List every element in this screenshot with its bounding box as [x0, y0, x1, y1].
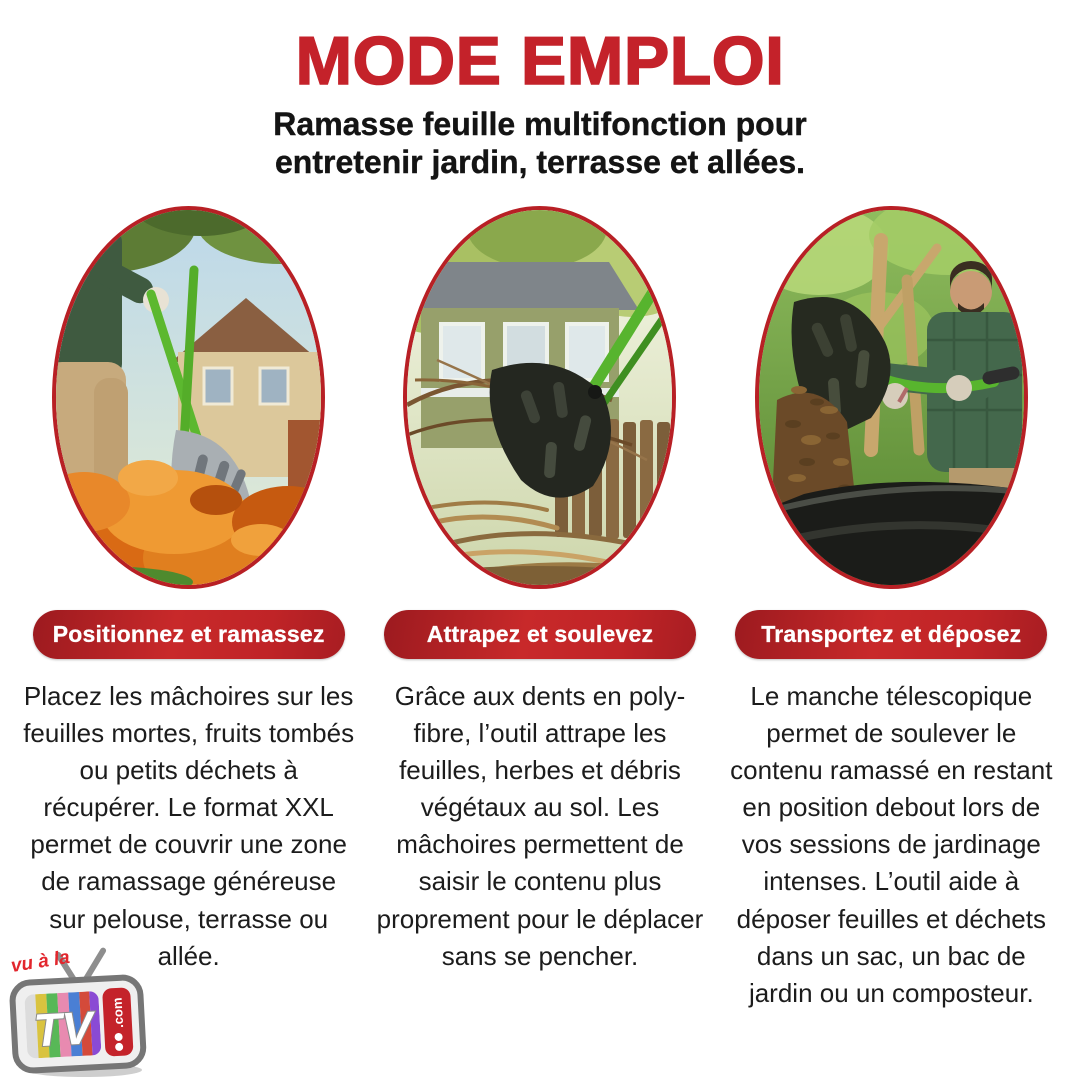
step-1-description: Placez les mâchoires sur les feuilles mortes, fruits tombés ou petits déchets à récupérer. Le format XXL permet de couvrir une zone de ramassage généreuse sur pelouse, terrasse ou allée.: [23, 680, 355, 971]
header: [0, 0, 1080, 182]
step-3-label: Transportez et déposez: [761, 620, 1022, 647]
tv-icon: [4, 946, 156, 1078]
step-2-label: Attrapez et soulevez: [426, 620, 654, 647]
step-3-badge: [735, 610, 1047, 659]
wheelbarrow-scene-illustration: [759, 210, 1024, 585]
step-3-column: [717, 206, 1066, 1013]
step-3-photo: [755, 206, 1028, 589]
page-title: MODE EMPLOI: [295, 23, 785, 99]
dot-com-label: .com: [109, 997, 127, 1029]
step-2-description: Grâce aux dents en poly-fibre, l’outil attrape les feuilles, herbes et débris végétaux au sol. Les mâchoires permettent de saisir le contenu plus proprement pour le déplacer sans se pencher.: [376, 680, 704, 971]
step-1-label: Positionnez et ramassez: [52, 620, 325, 647]
steps-row: [0, 206, 1080, 1013]
subtitle-line-2: entretenir jardin, terrasse et allées.: [274, 144, 806, 181]
subtitle-line-1: Ramasse feuille multifonction pour: [273, 106, 807, 143]
branch-grab-scene-illustration: [407, 210, 672, 585]
vu-a-la-tv-logo: [4, 946, 156, 1078]
step-1-photo: [52, 206, 325, 589]
step-3-description: Le manche télescopique permet de soulever le contenu ramassé en restant en position debout lors de vos sessions de jardinage intenses. L’outil aide à déposer feuilles et déchets dans un sac, un bac de jardin ou un composteur.: [730, 680, 1053, 1008]
step-1-badge: [33, 610, 345, 659]
tv-letters: TV: [32, 1001, 94, 1057]
seen-on-tv-tagline: vu à la: [9, 946, 72, 977]
step-1-column: [14, 206, 363, 1013]
step-2-column: [365, 206, 714, 1013]
subtitle: [0, 105, 1080, 181]
step-2-badge: [384, 610, 696, 659]
step-2-photo: [403, 206, 676, 589]
leaf-pile-scene-illustration: [56, 210, 321, 585]
